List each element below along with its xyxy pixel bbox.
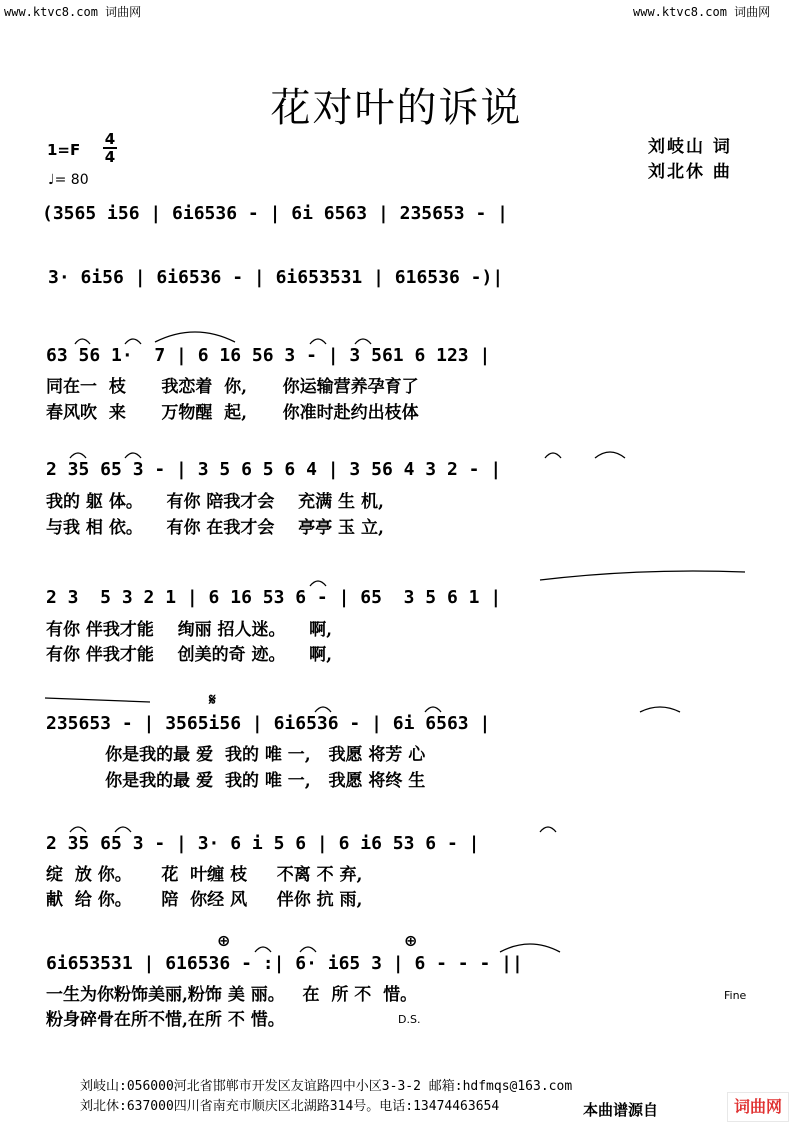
quarter-note-icon: ♩ [48, 172, 55, 188]
lyric-line-6-verse-2: 你是我的最 爱 我的 唯 一, 我愿 将终 生 [46, 771, 426, 791]
segno-icon: 𝄋 [209, 690, 216, 709]
composer-credit: 刘北休 曲 [648, 162, 732, 182]
lyric-line-5-verse-2: 有你 伴我才能 创美的奇 迹。 啊, [46, 645, 333, 665]
watermark-left: www.ktvc8.com 词曲网 [4, 5, 142, 19]
slur [425, 707, 441, 712]
slur [595, 452, 625, 458]
lyric-line-6-verse-1: 你是我的最 爱 我的 唯 一, 我愿 将芳 心 [46, 745, 426, 765]
coda-icon-2: ⊕ [404, 931, 418, 950]
site-logo[interactable]: 词曲网 [727, 1092, 789, 1122]
slur [500, 944, 560, 952]
lyricist-credit: 刘岐山 词 [648, 137, 732, 157]
ds-mark: D.S. [398, 1013, 421, 1026]
slur [355, 339, 371, 344]
slur [255, 947, 271, 952]
slur [540, 571, 745, 580]
slur [125, 453, 141, 458]
time-top: 4 [104, 130, 116, 148]
footer-contact-1: 刘岐山:056000河北省邯郸市开发区友谊路四中小区3-3-2 邮箱:hdfmqs@163.com [80, 1079, 573, 1094]
tempo-value: = 80 [54, 172, 89, 188]
lyric-line-4-verse-1: 我的 躯 体。 有你 陪我才会 充满 生 机, [46, 492, 384, 512]
slur [155, 332, 235, 342]
slur [75, 339, 90, 344]
slur [545, 453, 561, 458]
slur [125, 339, 141, 344]
slur [640, 707, 680, 712]
notes-line-6: 235653 - | 3565i56 | 6i6536 - | 6i 6563 | [46, 713, 491, 734]
coda-icon-1: ⊕ [217, 931, 231, 950]
notes-line-1: (3565 i56 | 6i6536 - | 6i 6563 | 235653 - | [42, 203, 508, 224]
notes-line-4: 2 35 65 3 - | 3 5 6 5 6 4 | 3 56 4 3 2 - | [46, 459, 502, 480]
slur [310, 339, 326, 344]
key-signature: 1=F [47, 141, 81, 159]
slur [115, 827, 131, 832]
lyric-line-8-verse-2: 粉身碎骨在所不惜,在所 不 惜。 [46, 1010, 285, 1030]
lyric-line-3-verse-1: 同在一 枝 我恋着 你, 你运输营养孕育了 [46, 377, 419, 397]
notes-line-3: 63 56 1· 7 | 6 16 56 3 - | 3 561 6 123 | [46, 345, 491, 366]
page-title: 花对叶的诉说 [270, 85, 523, 131]
slur [315, 707, 331, 712]
lyric-line-3-verse-2: 春风吹 来 万物醒 起, 你准时赴约出枝体 [46, 403, 419, 423]
slur [45, 698, 150, 702]
lyric-line-7-verse-1: 绽 放 你。 花 叶缠 枝 不离 不 弃, [46, 865, 363, 885]
notes-line-8: 6i653531 | 616536 - :| 6· i65 3 | 6 - - - || [46, 953, 523, 974]
source-note: 本曲谱源自 [583, 1101, 659, 1119]
lyric-line-7-verse-2: 献 给 你。 陪 你经 风 伴你 抗 雨, [46, 890, 363, 910]
slur [300, 947, 316, 952]
slur [540, 827, 556, 832]
watermark-right: www.ktvc8.com 词曲网 [633, 5, 771, 19]
lyric-line-8-verse-1: 一生为你粉饰美丽,粉饰 美 丽。 在 所 不 惜。 [46, 985, 418, 1005]
notes-line-5: 2 3 5 3 2 1 | 6 16 53 6 - | 65 3 5 6 1 | [46, 587, 502, 608]
footer-contact-2: 刘北休:637000四川省南充市顺庆区北湖路314号。电话:13474463654 [80, 1099, 500, 1114]
slur [70, 453, 86, 458]
slur [310, 581, 326, 586]
fine-mark: Fine [724, 989, 747, 1002]
notes-line-7: 2 35 65 3 - | 3· 6 i 5 6 | 6 i6 53 6 - | [46, 833, 480, 854]
notes-line-2: 3· 6i56 | 6i6536 - | 6i653531 | 616536 -)| [48, 267, 504, 288]
lyric-line-5-verse-1: 有你 伴我才能 绚丽 招人迷。 啊, [46, 620, 333, 640]
time-bottom: 4 [104, 148, 116, 166]
slur [70, 827, 86, 832]
lyric-line-4-verse-2: 与我 相 依。 有你 在我才会 亭亭 玉 立, [46, 518, 384, 538]
